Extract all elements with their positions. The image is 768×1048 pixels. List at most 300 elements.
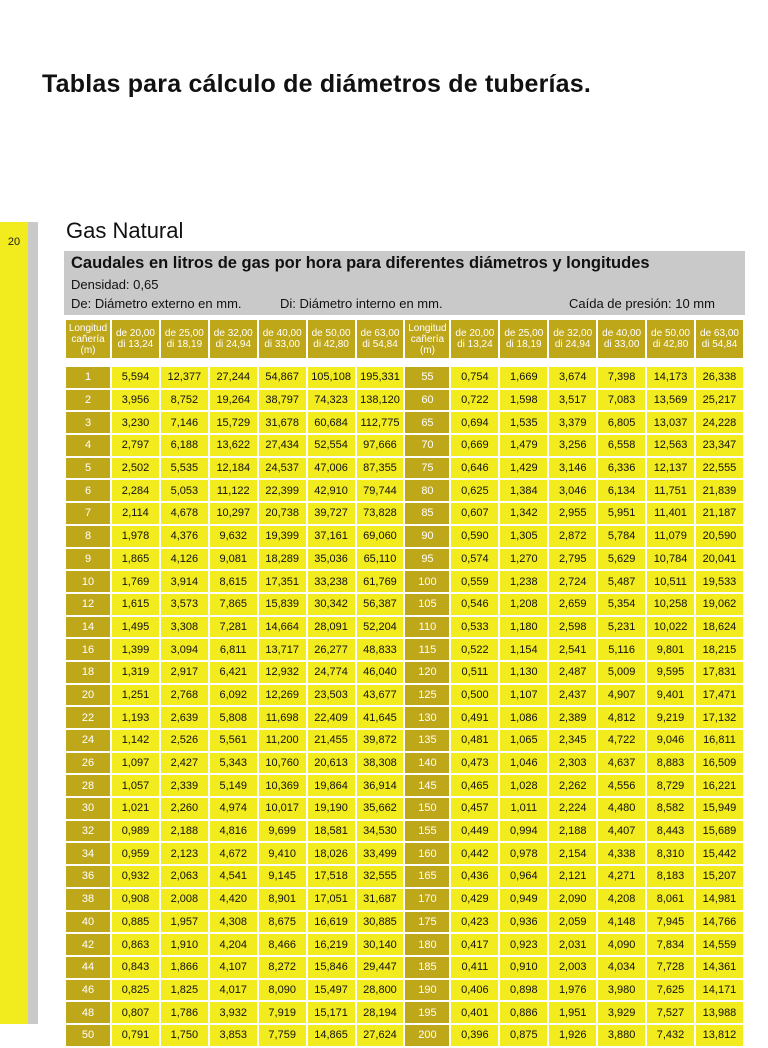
table-row (66, 503, 743, 524)
flow-value-cell: 4,034 (598, 957, 645, 978)
length-cell: 20 (66, 685, 110, 706)
flow-value-cell: 1,978 (112, 526, 159, 547)
flow-value-cell: 1,193 (112, 707, 159, 728)
flow-value-cell: 1,951 (549, 1002, 596, 1023)
flow-value-cell: 3,517 (549, 390, 596, 411)
length-cell: 32 (66, 821, 110, 842)
length-cell: 7 (66, 503, 110, 524)
flow-value-cell: 2,008 (161, 889, 208, 910)
flow-value-cell: 4,107 (210, 957, 257, 978)
flow-value-cell: 15,171 (308, 1002, 355, 1023)
flow-value-cell: 1,926 (549, 1025, 596, 1046)
diameter-header (161, 320, 208, 358)
length-header (405, 320, 449, 358)
flow-value-cell: 5,053 (161, 480, 208, 501)
flow-value-cell: 0,807 (112, 1002, 159, 1023)
flow-value-cell: 15,839 (259, 594, 306, 615)
flow-value-cell: 3,853 (210, 1025, 257, 1046)
flow-value-cell: 24,537 (259, 458, 306, 479)
flow-value-cell: 0,607 (451, 503, 498, 524)
flow-value-cell: 5,116 (598, 639, 645, 660)
diameter-header (451, 320, 498, 358)
flow-value-cell: 2,123 (161, 843, 208, 864)
flow-value-cell: 14,361 (696, 957, 743, 978)
flow-value-cell: 9,401 (647, 685, 694, 706)
length-cell: 22 (66, 707, 110, 728)
length-cell: 40 (66, 912, 110, 933)
flow-value-cell: 3,046 (549, 480, 596, 501)
flow-value-cell: 19,399 (259, 526, 306, 547)
flow-value-cell: 13,037 (647, 412, 694, 433)
flow-value-cell: 1,825 (161, 980, 208, 1001)
diameter-de: de 32,00 (213, 328, 253, 339)
diameter-de: de 63,00 (360, 328, 400, 339)
flow-value-cell: 5,808 (210, 707, 257, 728)
table-row (66, 685, 743, 706)
flow-value-cell: 17,132 (696, 707, 743, 728)
flow-value-cell: 1,384 (500, 480, 547, 501)
flow-value-cell: 4,480 (598, 798, 645, 819)
flow-value-cell: 6,805 (598, 412, 645, 433)
flow-value-cell: 2,260 (161, 798, 208, 819)
diameter-di: di 42,80 (652, 339, 689, 350)
table-row (66, 730, 743, 751)
length-cell: 135 (405, 730, 449, 751)
flow-value-cell: 0,863 (112, 934, 159, 955)
flow-value-cell: 7,945 (647, 912, 694, 933)
flow-value-cell: 2,487 (549, 662, 596, 683)
diameter-de: de 50,00 (651, 328, 690, 339)
diameter-header (259, 320, 306, 358)
diameter-di: di 24,94 (554, 339, 591, 350)
flow-value-cell: 2,059 (549, 912, 596, 933)
flow-value-cell: 0,964 (500, 866, 547, 887)
flow-value-cell: 14,865 (308, 1025, 355, 1046)
flow-value-cell: 33,238 (308, 571, 355, 592)
flow-value-cell: 9,410 (259, 843, 306, 864)
flow-value-cell: 31,678 (259, 412, 306, 433)
flow-value-cell: 0,908 (112, 889, 159, 910)
flow-value-cell: 22,555 (696, 458, 743, 479)
flow-value-cell: 16,221 (696, 775, 743, 796)
diameter-di: di 13,24 (457, 339, 493, 350)
flow-value-cell: 18,026 (308, 843, 355, 864)
flow-value-cell: 2,526 (161, 730, 208, 751)
flow-value-cell: 4,637 (598, 753, 645, 774)
flow-value-cell: 2,502 (112, 458, 159, 479)
flow-value-cell: 4,672 (210, 843, 257, 864)
flow-value-cell: 0,590 (451, 526, 498, 547)
length-cell: 190 (405, 980, 449, 1001)
spacer-cell (66, 360, 743, 365)
flow-value-cell: 0,936 (500, 912, 547, 933)
flow-value-cell: 0,625 (451, 480, 498, 501)
flow-value-cell: 7,834 (647, 934, 694, 955)
flow-value-cell: 35,662 (357, 798, 404, 819)
diameter-di: di 42,80 (313, 339, 349, 350)
diameter-de: de 20,00 (455, 328, 495, 339)
flow-value-cell: 1,057 (112, 775, 159, 796)
gray-side-strip (28, 222, 38, 1024)
flow-value-cell: 1,598 (500, 390, 547, 411)
flow-value-cell: 24,228 (696, 412, 743, 433)
flow-value-cell: 34,530 (357, 821, 404, 842)
flow-value-cell: 0,429 (451, 889, 498, 910)
flow-value-cell: 3,932 (210, 1002, 257, 1023)
flow-value-cell: 2,188 (161, 821, 208, 842)
flow-value-cell: 1,669 (500, 367, 547, 388)
length-cell: 3 (66, 412, 110, 433)
flow-value-cell: 13,988 (696, 1002, 743, 1023)
flow-value-cell: 16,811 (696, 730, 743, 751)
flow-value-cell: 11,698 (259, 707, 306, 728)
flow-value-cell: 16,619 (308, 912, 355, 933)
diameter-de: de 63,00 (700, 328, 739, 339)
flow-value-cell: 0,500 (451, 685, 498, 706)
flow-value-cell: 9,219 (647, 707, 694, 728)
diameter-de: de 50,00 (311, 328, 351, 339)
length-cell: 26 (66, 753, 110, 774)
table-row (66, 639, 743, 660)
length-cell: 130 (405, 707, 449, 728)
flow-value-cell: 1,479 (500, 435, 547, 456)
length-cell: 28 (66, 775, 110, 796)
flow-value-cell: 37,161 (308, 526, 355, 547)
length-cell: 50 (66, 1025, 110, 1046)
flow-value-cell: 0,898 (500, 980, 547, 1001)
flow-value-cell: 12,137 (647, 458, 694, 479)
flow-value-cell: 0,417 (451, 934, 498, 955)
diameter-di: di 54,84 (701, 339, 738, 350)
length-cell: 110 (405, 617, 449, 638)
flow-value-cell: 10,369 (259, 775, 306, 796)
flow-value-cell: 27,434 (259, 435, 306, 456)
flow-value-cell: 0,511 (451, 662, 498, 683)
table-row (66, 866, 743, 887)
table-row (66, 934, 743, 955)
flow-value-cell: 17,351 (259, 571, 306, 592)
flow-value-cell: 4,148 (598, 912, 645, 933)
flow-value-cell: 23,347 (696, 435, 743, 456)
flow-value-cell: 2,955 (549, 503, 596, 524)
length-cell: 105 (405, 594, 449, 615)
length-cell: 160 (405, 843, 449, 864)
flow-rate-table (64, 318, 745, 1048)
de-legend: De: Diámetro externo en mm. (71, 296, 242, 311)
flow-value-cell: 7,527 (647, 1002, 694, 1023)
flow-value-cell: 1,429 (500, 458, 547, 479)
flow-value-cell: 0,694 (451, 412, 498, 433)
flow-value-cell: 1,046 (500, 753, 547, 774)
header-row (66, 320, 743, 358)
diameter-de: de 25,00 (504, 328, 544, 339)
flow-value-cell: 1,769 (112, 571, 159, 592)
length-cell: 2 (66, 390, 110, 411)
flow-value-cell: 17,518 (308, 866, 355, 887)
flow-value-cell: 2,659 (549, 594, 596, 615)
flow-value-cell: 12,377 (161, 367, 208, 388)
flow-value-cell: 10,760 (259, 753, 306, 774)
table-row (66, 412, 743, 433)
flow-value-cell: 10,297 (210, 503, 257, 524)
flow-value-cell: 4,420 (210, 889, 257, 910)
diameter-header (112, 320, 159, 358)
flow-value-cell: 0,932 (112, 866, 159, 887)
flow-value-cell: 0,949 (500, 889, 547, 910)
length-cell: 42 (66, 934, 110, 955)
flow-value-cell: 3,880 (598, 1025, 645, 1046)
flow-value-cell: 13,569 (647, 390, 694, 411)
flow-value-cell: 5,561 (210, 730, 257, 751)
flow-value-cell: 4,126 (161, 549, 208, 570)
flow-value-cell: 7,759 (259, 1025, 306, 1046)
flow-value-cell: 1,319 (112, 662, 159, 683)
flow-value-cell: 13,717 (259, 639, 306, 660)
diameter-header (696, 320, 743, 358)
flow-value-cell: 3,929 (598, 1002, 645, 1023)
flow-value-cell: 0,473 (451, 753, 498, 774)
table-row (66, 1025, 743, 1046)
length-cell: 185 (405, 957, 449, 978)
table-row (66, 775, 743, 796)
flow-value-cell: 7,281 (210, 617, 257, 638)
flow-value-cell: 5,149 (210, 775, 257, 796)
flow-value-cell: 1,028 (500, 775, 547, 796)
flow-value-cell: 2,003 (549, 957, 596, 978)
flow-value-cell: 5,354 (598, 594, 645, 615)
length-cell: 70 (405, 435, 449, 456)
diameter-header (210, 320, 257, 358)
length-cell: 44 (66, 957, 110, 978)
flow-value-cell: 0,457 (451, 798, 498, 819)
flow-value-cell: 30,885 (357, 912, 404, 933)
flow-value-cell: 1,342 (500, 503, 547, 524)
flow-value-cell: 0,411 (451, 957, 498, 978)
diameter-di: di 18,19 (506, 339, 542, 350)
flow-value-cell: 15,949 (696, 798, 743, 819)
table-row (66, 617, 743, 638)
length-cell: 38 (66, 889, 110, 910)
flow-value-cell: 2,872 (549, 526, 596, 547)
flow-value-cell: 33,499 (357, 843, 404, 864)
yellow-side-strip (0, 222, 28, 1024)
flow-value-cell: 4,974 (210, 798, 257, 819)
flow-value-cell: 2,121 (549, 866, 596, 887)
flow-value-cell: 31,687 (357, 889, 404, 910)
length-cell: 150 (405, 798, 449, 819)
table-row (66, 435, 743, 456)
flow-value-cell: 8,582 (647, 798, 694, 819)
flow-value-cell: 1,957 (161, 912, 208, 933)
flow-value-cell: 18,215 (696, 639, 743, 660)
flow-value-cell: 0,522 (451, 639, 498, 660)
page-title: Tablas para cálculo de diámetros de tuberías. (42, 70, 592, 98)
flow-value-cell: 2,917 (161, 662, 208, 683)
flow-value-cell: 61,769 (357, 571, 404, 592)
length-header-line: cañería (71, 333, 105, 345)
flow-value-cell: 1,180 (500, 617, 547, 638)
flow-value-cell: 7,432 (647, 1025, 694, 1046)
flow-value-cell: 14,981 (696, 889, 743, 910)
flow-value-cell: 52,204 (357, 617, 404, 638)
flow-value-cell: 1,305 (500, 526, 547, 547)
table-row (66, 980, 743, 1001)
flow-value-cell: 1,208 (500, 594, 547, 615)
length-cell: 6 (66, 480, 110, 501)
flow-value-cell: 4,907 (598, 685, 645, 706)
flow-value-cell: 13,622 (210, 435, 257, 456)
flow-value-cell: 43,677 (357, 685, 404, 706)
flow-value-cell: 0,436 (451, 866, 498, 887)
flow-value-cell: 1,130 (500, 662, 547, 683)
flow-value-cell: 16,509 (696, 753, 743, 774)
length-cell: 195 (405, 1002, 449, 1023)
length-cell: 65 (405, 412, 449, 433)
flow-value-cell: 112,775 (357, 412, 404, 433)
length-cell: 55 (405, 367, 449, 388)
flow-value-cell: 9,046 (647, 730, 694, 751)
length-cell: 4 (66, 435, 110, 456)
flow-value-cell: 2,063 (161, 866, 208, 887)
flow-value-cell: 8,883 (647, 753, 694, 774)
flow-value-cell: 26,338 (696, 367, 743, 388)
flow-value-cell: 2,284 (112, 480, 159, 501)
table-row (66, 367, 743, 388)
flow-value-cell: 32,555 (357, 866, 404, 887)
flow-value-cell: 2,114 (112, 503, 159, 524)
length-cell: 18 (66, 662, 110, 683)
flow-value-cell: 4,090 (598, 934, 645, 955)
diameter-di: di 13,24 (117, 339, 154, 350)
length-cell: 14 (66, 617, 110, 638)
flow-value-cell: 2,768 (161, 685, 208, 706)
length-cell: 80 (405, 480, 449, 501)
flow-value-cell: 10,258 (647, 594, 694, 615)
flow-value-cell: 2,797 (112, 435, 159, 456)
length-cell: 9 (66, 549, 110, 570)
flow-value-cell: 8,310 (647, 843, 694, 864)
table-heading: Caudales en litros de gas por hora para diferentes diámetros y longitudes (71, 254, 650, 272)
flow-value-cell: 1,615 (112, 594, 159, 615)
flow-value-cell: 1,399 (112, 639, 159, 660)
flow-value-cell: 14,171 (696, 980, 743, 1001)
table-row (66, 526, 743, 547)
flow-value-cell: 1,495 (112, 617, 159, 638)
flow-value-cell: 7,398 (598, 367, 645, 388)
flow-value-cell: 4,678 (161, 503, 208, 524)
flow-value-cell: 0,449 (451, 821, 498, 842)
diameter-header (500, 320, 547, 358)
flow-value-cell: 21,839 (696, 480, 743, 501)
flow-value-cell: 27,624 (357, 1025, 404, 1046)
flow-value-cell: 14,559 (696, 934, 743, 955)
flow-value-cell: 0,465 (451, 775, 498, 796)
length-cell: 120 (405, 662, 449, 683)
flow-value-cell: 1,142 (112, 730, 159, 751)
diameter-di: di 24,94 (215, 339, 252, 350)
flow-value-cell: 27,244 (210, 367, 257, 388)
flow-value-cell: 6,092 (210, 685, 257, 706)
flow-value-cell: 17,051 (308, 889, 355, 910)
flow-value-cell: 5,009 (598, 662, 645, 683)
flow-value-cell: 20,613 (308, 753, 355, 774)
flow-value-cell: 48,833 (357, 639, 404, 660)
flow-value-cell: 2,795 (549, 549, 596, 570)
flow-value-cell: 8,901 (259, 889, 306, 910)
length-cell: 30 (66, 798, 110, 819)
flow-value-cell: 3,674 (549, 367, 596, 388)
flow-value-cell: 30,342 (308, 594, 355, 615)
length-header-line: Longitud (68, 322, 108, 334)
flow-value-cell: 15,689 (696, 821, 743, 842)
flow-value-cell: 105,108 (308, 367, 355, 388)
length-header-line: (m) (419, 344, 435, 356)
flow-value-cell: 14,766 (696, 912, 743, 933)
flow-value-cell: 39,872 (357, 730, 404, 751)
diameter-header (598, 320, 645, 358)
flow-value-cell: 17,831 (696, 662, 743, 683)
diameter-di: di 54,84 (362, 339, 398, 350)
flow-value-cell: 1,097 (112, 753, 159, 774)
flow-value-cell: 2,541 (549, 639, 596, 660)
flow-value-cell: 28,800 (357, 980, 404, 1001)
flow-value-cell: 2,262 (549, 775, 596, 796)
flow-value-cell: 1,535 (500, 412, 547, 433)
flow-value-cell: 14,664 (259, 617, 306, 638)
flow-value-cell: 8,466 (259, 934, 306, 955)
flow-value-cell: 4,208 (598, 889, 645, 910)
flow-value-cell: 0,989 (112, 821, 159, 842)
flow-value-cell: 18,624 (696, 617, 743, 638)
length-cell: 100 (405, 571, 449, 592)
flow-value-cell: 2,345 (549, 730, 596, 751)
flow-value-cell: 8,615 (210, 571, 257, 592)
flow-value-cell: 5,594 (112, 367, 159, 388)
flow-value-cell: 11,079 (647, 526, 694, 547)
flow-value-cell: 10,022 (647, 617, 694, 638)
flow-value-cell: 17,471 (696, 685, 743, 706)
flow-value-cell: 24,774 (308, 662, 355, 683)
flow-value-cell: 79,744 (357, 480, 404, 501)
table-row (66, 1002, 743, 1023)
flow-value-cell: 9,699 (259, 821, 306, 842)
flow-value-cell: 12,932 (259, 662, 306, 683)
flow-value-cell: 4,816 (210, 821, 257, 842)
flow-value-cell: 1,154 (500, 639, 547, 660)
flow-value-cell: 38,797 (259, 390, 306, 411)
flow-value-cell: 4,722 (598, 730, 645, 751)
info-box (64, 251, 745, 315)
flow-value-cell: 3,573 (161, 594, 208, 615)
flow-value-cell: 8,675 (259, 912, 306, 933)
flow-value-cell: 6,811 (210, 639, 257, 660)
flow-value-cell: 4,541 (210, 866, 257, 887)
table-row (66, 798, 743, 819)
flow-value-cell: 3,094 (161, 639, 208, 660)
flow-value-cell: 11,122 (210, 480, 257, 501)
flow-value-cell: 4,407 (598, 821, 645, 842)
table-row (66, 662, 743, 683)
flow-value-cell: 22,399 (259, 480, 306, 501)
table-row (66, 889, 743, 910)
diameter-di: di 18,19 (166, 339, 203, 350)
flow-value-cell: 19,190 (308, 798, 355, 819)
flow-value-cell: 11,751 (647, 480, 694, 501)
flow-value-cell: 0,722 (451, 390, 498, 411)
diameter-header (549, 320, 596, 358)
length-cell: 36 (66, 866, 110, 887)
flow-value-cell: 9,081 (210, 549, 257, 570)
